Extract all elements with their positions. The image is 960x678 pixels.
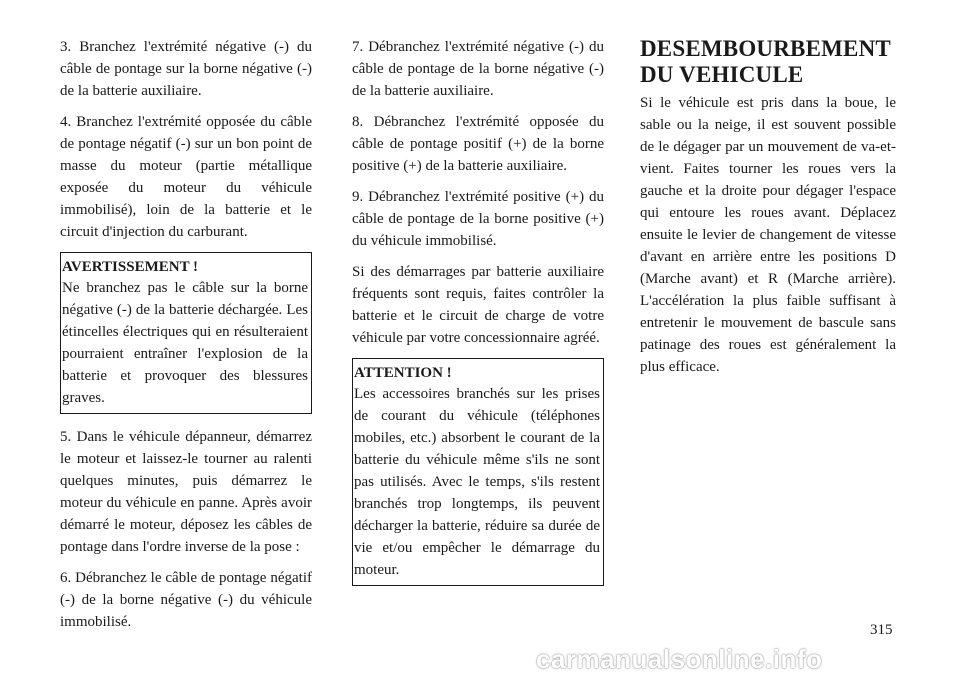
step-7: 7. Débranchez l'extrémité négative (-) du câble de pontage de la borne négative (-) de la batterie auxiliaire.	[352, 39, 604, 99]
step-8: 8. Débranchez l'extrémité opposée du câble de pontage positif (+) de la borne positive (+) de la batterie auxiliaire.	[352, 114, 604, 174]
step-6: 6. Débranchez le câble de pontage négatif (-) de la borne négative (-) du véhicule immobilisé.	[60, 570, 312, 630]
heading-line-1: DESEMBOURBEMENT	[640, 36, 891, 61]
section-heading	[640, 36, 896, 88]
attention-box	[352, 358, 604, 586]
step-9: 9. Débranchez l'extrémité positive (+) du câble de pontage de la borne positive (+) du véhicule immobilisé.	[352, 189, 604, 249]
column-right	[640, 36, 896, 387]
attention-title: ATTENTION !	[354, 365, 452, 381]
column-left	[60, 36, 312, 642]
warning-box	[60, 252, 312, 414]
watermark: carmanualsonline.info	[536, 644, 823, 674]
page-number: 315	[870, 622, 893, 638]
warning-title: AVERTISSEMENT !	[62, 259, 199, 275]
step-3: 3. Branchez l'extrémité négative (-) du câble de pontage sur la borne négative (-) de la batterie auxiliaire.	[60, 39, 312, 99]
attention-text: Les accessoires branchés sur les prises de courant du véhicule (téléphones mobiles, etc.) absorbent le courant de la batterie du véhicule même s'ils ne sont pas utilisés. Avec le temps, s'ils restent branchés trop longtemps, ils peuvent décharger la batterie, réduire sa durée de vie et/ou empêcher le démarrage du moteur.	[354, 386, 600, 578]
battery-note: Si des démarrages par batterie auxiliaire fréquents sont requis, faites contrôler la batterie et le circuit de charge de votre véhicule par votre concessionnaire agréé.	[352, 264, 604, 346]
step-5: 5. Dans le véhicule dépanneur, démarrez le moteur et laissez-le tourner au ralenti quelques minutes, puis démarrez le moteur du véhicule en panne. Après avoir démarré le moteur, déposez les câbles de pontage dans l'ordre inverse de la pose :	[60, 429, 312, 555]
step-4: 4. Branchez l'extrémité opposée du câble de pontage négatif (-) sur un bon point de masse du moteur (partie métallique exposée du moteur du véhicule immobilisé), loin de la batterie et le circuit d'injection du carburant.	[60, 114, 312, 240]
column-middle	[352, 36, 604, 598]
unstuck-body: Si le véhicule est pris dans la boue, le sable ou la neige, il est souvent possible de le dégager par un mouvement de va-et-vient. Faites tourner les roues vers la gauche et la droite pour dégager l'espace qui entoure les roues avant. Déplacez ensuite le levier de changement de vitesse d'avant en arrière entre les positions D (Marche avant) et R (Marche arrière). L'accélération la plus faible suffisant à entretenir le mouvement de bascule sans patinage des roues est généralement la plus efficace.	[640, 95, 896, 375]
heading-line-2: DU VEHICULE	[640, 62, 804, 87]
warning-text: Ne branchez pas le câble sur la borne négative (-) de la batterie déchargée. Les étincelles électriques qui en résulteraient pourraient entraîner l'explosion de la batterie et provoquer des blessures graves.	[62, 280, 308, 406]
